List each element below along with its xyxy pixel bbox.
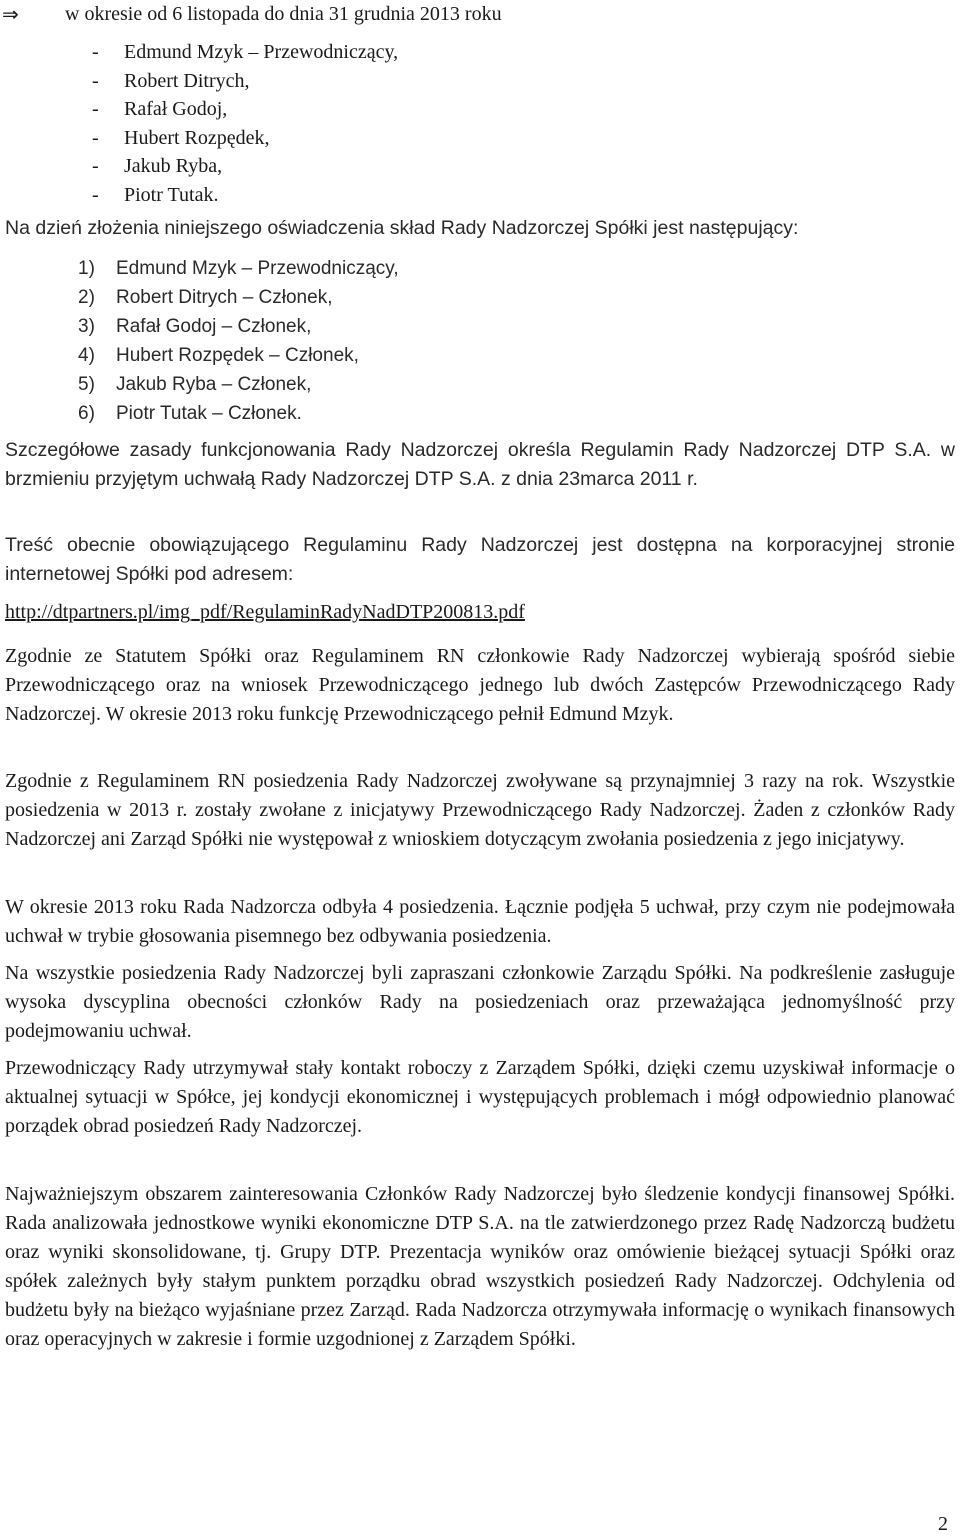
dash-bullet: -: [92, 41, 99, 63]
paragraph-chairman: Zgodnie ze Statutem Spółki oraz Regulaminem RN członkowie Rady Nadzorczej wybierają spośród siebie Przewodniczącego oraz na wniosek Przewodniczącego jednego lub dwóch Zastępców Przewodniczącego Rady Nadzorczej. W okresie 2013 roku funkcję Przewodniczącego pełnił Edmund Mzyk.: [5, 645, 955, 725]
paragraph-meetings: Zgodnie z Regulaminem RN posiedzenia Rady Nadzorczej zwoływane są przynajmniej 3 razy na rok. Wszystkie posiedzenia w 2013 r. zostały zwołane z inicjatywy Przewodniczącego Rady Nadzorczej. Żaden z członków Rady Nadzorczej ani Zarząd Spółki nie występował z wnioskiem dotyczącym zwołania posiedzenia z jego inicjatywy.: [5, 770, 955, 850]
list-number: 1): [78, 258, 95, 279]
current-composition-intro: Na dzień złożenia niniejszego oświadczenia skład Rady Nadzorczej Spółki jest następujący:: [5, 217, 799, 239]
list-item-text: Hubert Rozpędek – Członek,: [116, 345, 359, 366]
dash-bullet: -: [92, 69, 99, 92]
content-paragraph: Treść obecnie obowiązującego Regulaminu Rady Nadzorczej jest dostępna na korporacyjnej stronie internetowej Spółki pod adresem:: [5, 534, 955, 585]
period-heading-text: w okresie od 6 listopada do dnia 31 grudnia 2013 roku: [65, 3, 502, 25]
rules-paragraph: Szczegółowe zasady funkcjonowania Rady Nadzorczej określa Regulamin Rady Nadzorczej DTP S.A. w brzmieniu przyjętym uchwałą Rady Nadzorczej DTP S.A. z dnia 23marca 2011 r.: [5, 439, 955, 490]
list-item-text: Robert Ditrych,: [124, 69, 250, 92]
page-number: 2: [938, 1513, 948, 1535]
list-item-text: Edmund Mzyk – Przewodniczący,: [124, 41, 399, 63]
list-item-text: Rafał Godoj,: [124, 98, 228, 120]
regulations-link[interactable]: http://dtpartners.pl/img_pdf/RegulaminRadyNadDTP200813.pdf: [5, 601, 525, 623]
list-number: 2): [78, 287, 95, 308]
list-item-text: Hubert Rozpędek,: [124, 126, 270, 149]
dash-bullet: -: [92, 155, 99, 177]
list-number: 5): [78, 374, 95, 395]
list-number: 4): [78, 345, 95, 366]
list-item-text: Jakub Ryba – Członek,: [116, 374, 312, 395]
list-item-text: Piotr Tutak – Członek.: [116, 403, 302, 424]
list-item-text: Rafał Godoj – Członek,: [116, 316, 312, 337]
paragraph-contact: Przewodniczący Rady utrzymywał stały kontakt roboczy z Zarządem Spółki, dzięki czemu uzyskiwał informacje o aktualnej sytuacji w Spółce, jej kondycji ekonomicznej i występujących problemach i mógł odpowiednio planować porządek obrad posiedzeń Rady Nadzorczej.: [5, 1057, 955, 1137]
list-item-text: Jakub Ryba,: [124, 155, 223, 177]
dash-bullet: -: [92, 126, 99, 149]
list-item-text: Robert Ditrych – Członek,: [116, 287, 333, 308]
list-item-text: Piotr Tutak.: [124, 183, 219, 206]
arrow-icon: ⇒: [2, 2, 19, 26]
link-line: [5, 598, 955, 627]
paragraph-finance: Najważniejszym obszarem zainteresowania Członków Rady Nadzorczej było śledzenie kondycji finansowej Spółki. Rada analizowała jednostkowe wyniki ekonomiczne DTP S.A. na tle zatwierdzonego przez Radę Nadzorczą budżetu oraz wyniki skonsolidowane, tj. Grupy DTP. Prezentacja wyników oraz omówienie bieżącej sytuacji Spółki oraz spółek zależnych były stałym punktem porządku obrad wszystkich posiedzeń Rady Nadzorczej. Odchylenia od budżetu były na bieżąco wyjaśniane przez Zarząd. Rada Nadzorcza otrzymywała informację o wynikach finansowych oraz operacyjnych w zakresie i formie uzgodnionej z Zarządem Spółki.: [5, 1183, 955, 1350]
list-item-text: Edmund Mzyk – Przewodniczący,: [116, 258, 399, 279]
list-number: 6): [78, 403, 95, 424]
paragraph-attendance: Na wszystkie posiedzenia Rady Nadzorczej byli zapraszani członkowie Zarządu Spółki. Na podkreślenie zasługuje wysoka dyscyplina obecności członków Rady na posiedzeniach oraz przeważająca jednomyślność przy podejmowaniu uchwał.: [5, 962, 955, 1042]
dash-bullet: -: [92, 98, 99, 120]
dash-bullet: -: [92, 183, 99, 206]
list-number: 3): [78, 316, 95, 337]
paragraph-resolutions: W okresie 2013 roku Rada Nadzorcza odbyła 4 posiedzenia. Łącznie podjęła 5 uchwał, przy czym nie podejmowała uchwał w trybie głosowania pisemnego bez odbywania posiedzenia.: [5, 896, 955, 947]
